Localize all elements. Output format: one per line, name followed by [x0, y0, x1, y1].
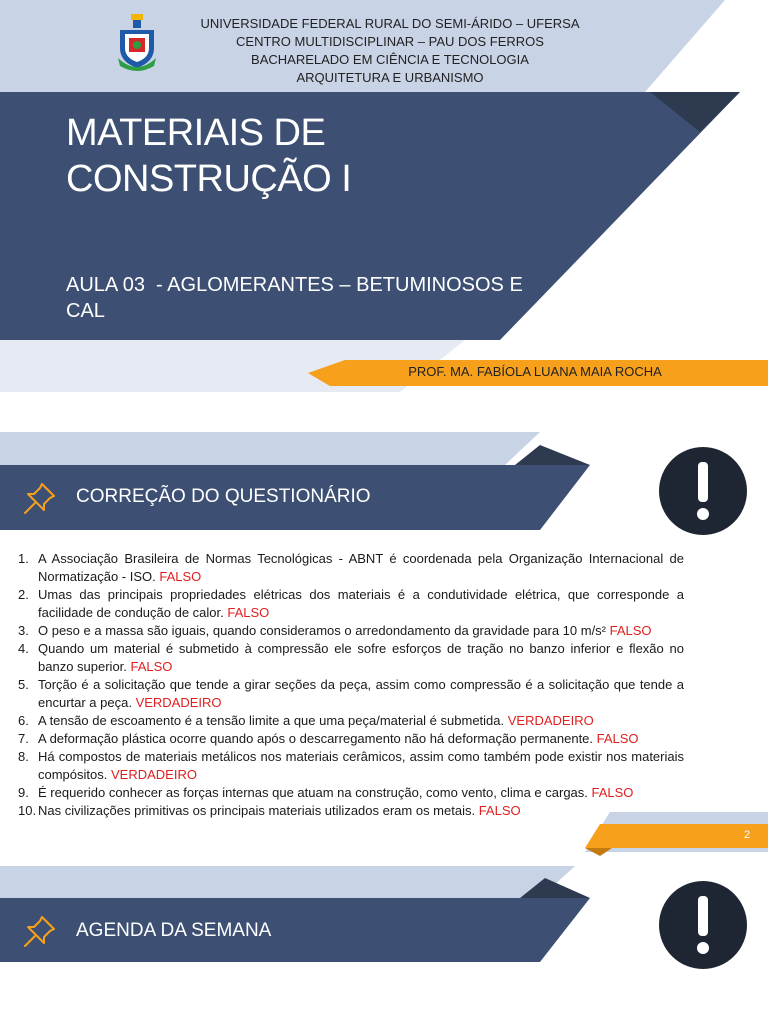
- agenda-top-strip: [0, 866, 575, 898]
- list-item: 8. Há compostos de materiais metálicos nos materiais cerâmicos, assim como também pode existir nos materiais compósitos. VERDADEIRO: [18, 749, 684, 782]
- professor-name: PROF. MA. FABÍOLA LUANA MAIA ROCHA: [408, 364, 662, 379]
- section-title-correcao: CORREÇÃO DO QUESTIONÁRIO: [76, 486, 371, 507]
- exclamation-icon: [658, 446, 748, 536]
- section-title-agenda: AGENDA DA SEMANA: [76, 920, 272, 941]
- list-item: 1. A Associação Brasileira de Normas Tecnológicas - ABNT é coordenada pela Organização Internacional de Normatização - ISO. FALSO: [18, 551, 684, 584]
- course-title-line1: MATERIAIS DE: [66, 112, 326, 154]
- answer-label: FALSO: [609, 623, 652, 638]
- list-item: 4. Quando um material é submetido à compressão ele sofre esforços de tração no banzo inferior e flexão no banzo superior. FALSO: [18, 641, 684, 674]
- answer-label: FALSO: [591, 785, 634, 800]
- answer-label: FALSO: [130, 659, 173, 674]
- answer-label: FALSO: [478, 803, 521, 818]
- header-course: BACHARELADO EM CIÊNCIA E TECNOLOGIA: [251, 52, 529, 67]
- exclamation-icon: [658, 880, 748, 970]
- page-number-ribbon: [585, 824, 768, 848]
- list-item: 3. O peso e a massa são iguais, quando consideramos o arredondamento da gravidade para 10 m/s² FALSO: [18, 623, 652, 638]
- list-item: 6. A tensão de escoamento é a tensão limite a que uma peça/material é submetida. VERDADEIRO: [18, 713, 594, 728]
- section-top-strip: [0, 432, 540, 465]
- question-list: [18, 550, 684, 820]
- section-band-shadow: [515, 445, 590, 465]
- header-program: ARQUITETURA E URBANISMO: [296, 70, 484, 85]
- lesson-subtitle-line2: CAL: [66, 300, 105, 322]
- list-item: 7. A deformação plástica ocorre quando após o descarregamento não há deformação permanente. FALSO: [18, 731, 639, 746]
- list-item: 2. Umas das principais propriedades elétricas dos materiais é a condutividade elétrica, que corresponde a facilidade de condução de calor. FALSO: [18, 587, 684, 620]
- answer-label: VERDADEIRO: [507, 713, 594, 728]
- list-item: 9. É requerido conhecer as forças internas que atuam na construção, como vento, clima e cargas. FALSO: [18, 785, 634, 800]
- lesson-subtitle: [66, 272, 526, 324]
- header-university: UNIVERSIDADE FEDERAL RURAL DO SEMI-ÁRIDO – UFERSA: [200, 16, 580, 31]
- list-item: 10. Nas civilizações primitivas os principais materiais utilizados eram os metais. FALSO: [18, 803, 521, 818]
- answer-label: FALSO: [159, 569, 202, 584]
- lesson-subtitle-line1: AULA 03 - AGLOMERANTES – BETUMINOSOS E: [66, 274, 523, 296]
- answer-label: VERDADEIRO: [110, 767, 197, 782]
- answer-label: VERDADEIRO: [135, 695, 222, 710]
- list-item: 5. Torção é a solicitação que tende a girar seções da peça, assim como compressão é a solicitação que tende a encurtar a peça. VERDADEIRO: [18, 677, 684, 710]
- answer-label: FALSO: [227, 605, 270, 620]
- pushpin-icon: [22, 480, 58, 516]
- course-title-line2: CONSTRUÇÃO I: [66, 158, 352, 200]
- pushpin-icon: [22, 913, 58, 949]
- header-center: CENTRO MULTIDISCIPLINAR – PAU DOS FERROS: [236, 34, 544, 49]
- answer-label: FALSO: [596, 731, 639, 746]
- course-title: [66, 110, 486, 202]
- page-number: 2: [744, 829, 751, 841]
- university-crest-icon: [117, 14, 157, 72]
